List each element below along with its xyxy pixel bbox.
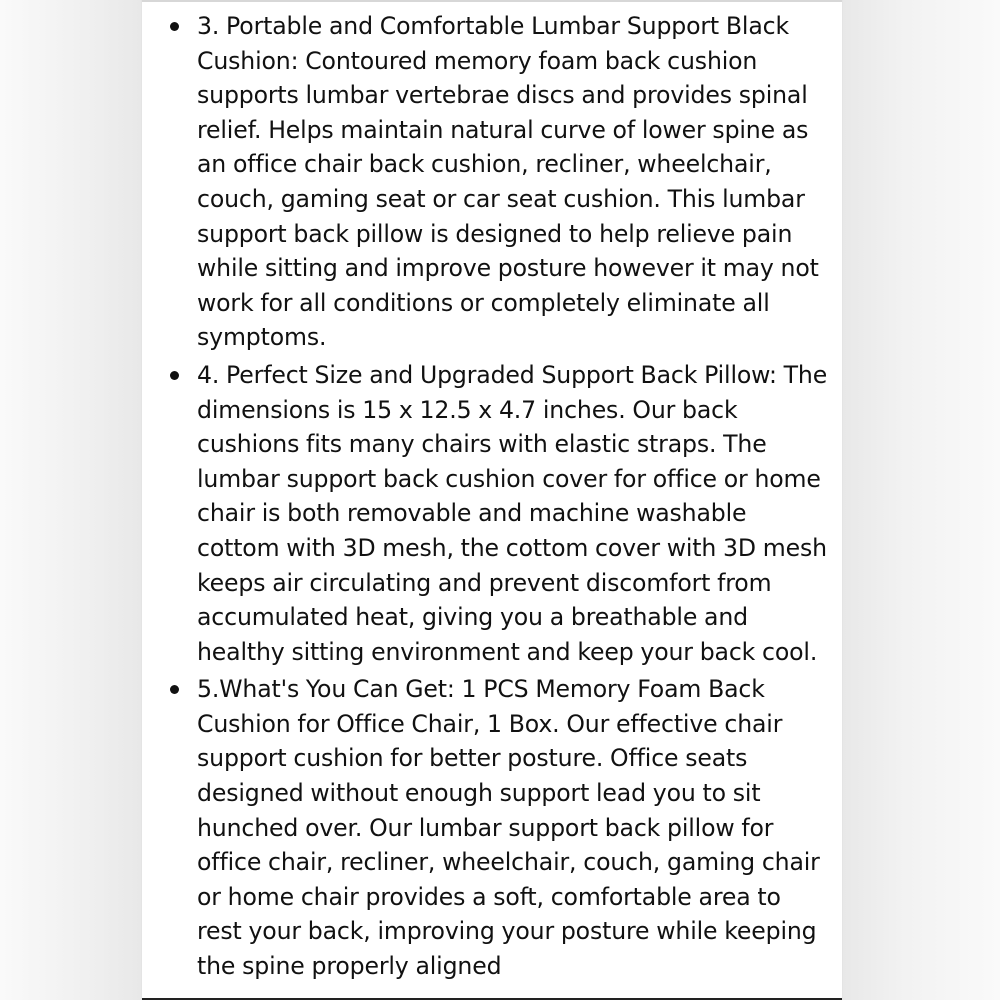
- list-item-text: 5.What's You Can Get: 1 PCS Memory Foam Back Cushion for Office Chair, 1 Box. Our effective chair support cushion for better posture. Office seats designed without enough support lead you to sit hunched over. Our lumbar support back pillow for office chair, recliner, wheelchair, couch, gaming chair or home chair provides a soft, comfortable area to rest your back, improving your posture while keeping the spine properly aligned: [197, 675, 820, 981]
- background-left: [0, 0, 142, 1000]
- cropped-top-line: [142, 0, 842, 2]
- bullet-icon: [170, 371, 179, 380]
- bullet-icon: [170, 22, 179, 31]
- list-item: [142, 9, 842, 355]
- list-item-text: 4. Perfect Size and Upgraded Support Back Pillow: The dimensions is 15 x 12.5 x 4.7 inches. Our back cushions fits many chairs with elastic straps. The lumbar support back cushion cover for office or home chair is both removable and machine washable cottom with 3D mesh, the cottom cover with 3D mesh keeps air circulating and prevent discomfort from accumulated heat, giving you a breathable and healthy sitting environment and keep your back cool.: [197, 360, 828, 666]
- list-item: [142, 358, 842, 669]
- bullet-list: [142, 9, 842, 987]
- background-right: [842, 0, 1000, 1000]
- list-item: [142, 672, 842, 983]
- bullet-icon: [170, 685, 179, 694]
- list-item-text: 3. Portable and Comfortable Lumbar Support Black Cushion: Contoured memory foam back cushion supports lumbar vertebrae discs and provides spinal relief. Helps maintain natural curve of lower spine as an office chair back cushion, recliner, wheelchair, couch, gaming seat or car seat cushion. This lumbar support back pillow is designed to help relieve pain while sitting and improve posture however it may not work for all conditions or completely eliminate all symptoms.: [197, 12, 819, 352]
- document-page: [142, 0, 842, 1000]
